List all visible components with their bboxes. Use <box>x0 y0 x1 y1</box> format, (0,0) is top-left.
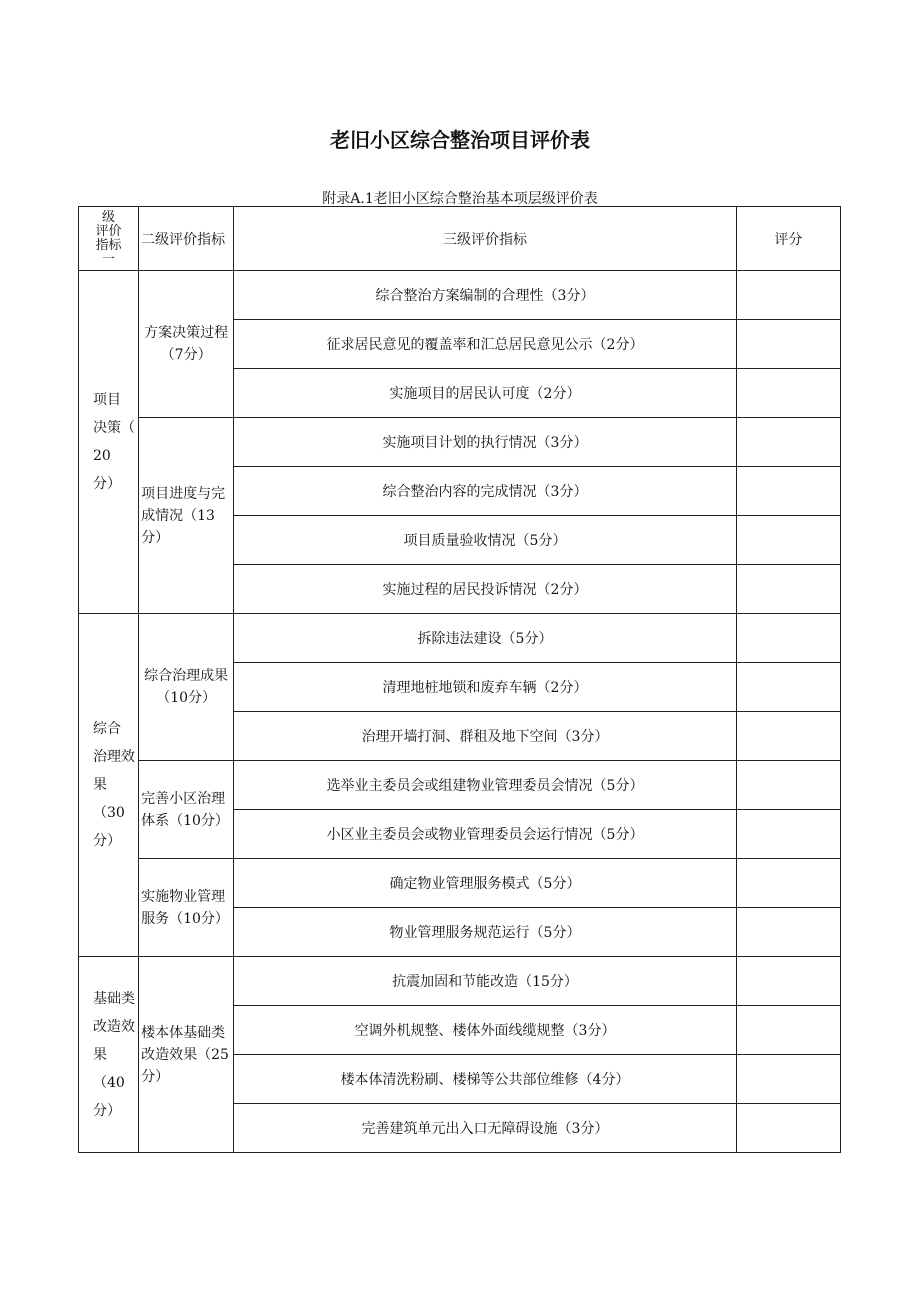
score-cell[interactable] <box>736 810 840 859</box>
score-cell[interactable] <box>736 1055 840 1104</box>
table-row <box>79 614 841 663</box>
level3-indicator: 空调外机规整、楼体外面线缆规整（3分） <box>234 1006 737 1055</box>
level3-indicator: 拆除违法建设（5分） <box>234 614 737 663</box>
score-cell[interactable] <box>736 516 840 565</box>
header-score: 评分 <box>736 207 840 271</box>
score-cell[interactable] <box>736 565 840 614</box>
score-cell[interactable] <box>736 271 840 320</box>
level1-indicator: 项目 决策（ 20 分） <box>79 271 139 614</box>
score-cell[interactable] <box>736 908 840 957</box>
level3-indicator: 综合整治方案编制的合理性（3分） <box>234 271 737 320</box>
level3-indicator: 综合整治内容的完成情况（3分） <box>234 467 737 516</box>
score-cell[interactable] <box>736 467 840 516</box>
header-level3: 三级评价指标 <box>234 207 737 271</box>
level3-indicator: 完善建筑单元出入口无障碍设施（3分） <box>234 1104 737 1153</box>
level3-indicator: 小区业主委员会或物业管理委员会运行情况（5分） <box>234 810 737 859</box>
score-cell[interactable] <box>736 1006 840 1055</box>
level3-indicator: 实施项目的居民认可度（2分） <box>234 369 737 418</box>
score-cell[interactable] <box>736 614 840 663</box>
level3-indicator: 治理开墙打洞、群租及地下空间（3分） <box>234 712 737 761</box>
table-caption: 附录A.1老旧小区综合整治基本项层级评价表 <box>322 191 598 207</box>
level3-indicator: 确定物业管理服务模式（5分） <box>234 859 737 908</box>
level1-indicator: 综合 治理效 果 （30 分） <box>79 614 139 957</box>
table-header-row <box>79 207 841 271</box>
table-row <box>79 957 841 1006</box>
level3-indicator: 选举业主委员会或组建物业管理委员会情况（5分） <box>234 761 737 810</box>
level3-indicator: 实施项目计划的执行情况（3分） <box>234 418 737 467</box>
level1-indicator: 基础类 改造效 果（40 分） <box>79 957 139 1153</box>
table-row <box>79 859 841 908</box>
level2-indicator: 方案决策过程 （7分） <box>139 271 234 418</box>
score-cell[interactable] <box>736 712 840 761</box>
score-cell[interactable] <box>736 369 840 418</box>
score-cell[interactable] <box>736 957 840 1006</box>
table-row <box>79 761 841 810</box>
score-cell[interactable] <box>736 320 840 369</box>
level2-indicator: 实施物业管理 服务（10分） <box>139 859 234 957</box>
header-level1: 级 评价 指标 一 <box>79 207 139 271</box>
level2-indicator: 楼本体基础类 改造效果（25 分） <box>139 957 234 1153</box>
level3-indicator: 抗震加固和节能改造（15分） <box>234 957 737 1006</box>
level2-indicator: 项目进度与完 成情况（13 分） <box>139 418 234 614</box>
page-title: 老旧小区综合整治项目评价表 <box>330 128 590 152</box>
score-cell[interactable] <box>736 859 840 908</box>
level2-indicator: 综合治理成果 （10分） <box>139 614 234 761</box>
table-body <box>79 271 841 1153</box>
level3-indicator: 项目质量验收情况（5分） <box>234 516 737 565</box>
level3-indicator: 清理地桩地锁和废弃车辆（2分） <box>234 663 737 712</box>
score-cell[interactable] <box>736 1104 840 1153</box>
header-level2: 二级评价指标 <box>139 207 234 271</box>
table-row <box>79 418 841 467</box>
level3-indicator: 楼本体清洗粉刷、楼梯等公共部位维修（4分） <box>234 1055 737 1104</box>
score-cell[interactable] <box>736 761 840 810</box>
score-cell[interactable] <box>736 418 840 467</box>
level3-indicator: 征求居民意见的覆盖率和汇总居民意见公示（2分） <box>234 320 737 369</box>
level3-indicator: 实施过程的居民投诉情况（2分） <box>234 565 737 614</box>
score-cell[interactable] <box>736 663 840 712</box>
level2-indicator: 完善小区治理 体系（10分） <box>139 761 234 859</box>
table-row <box>79 271 841 320</box>
evaluation-table <box>78 206 841 1153</box>
level3-indicator: 物业管理服务规范运行（5分） <box>234 908 737 957</box>
